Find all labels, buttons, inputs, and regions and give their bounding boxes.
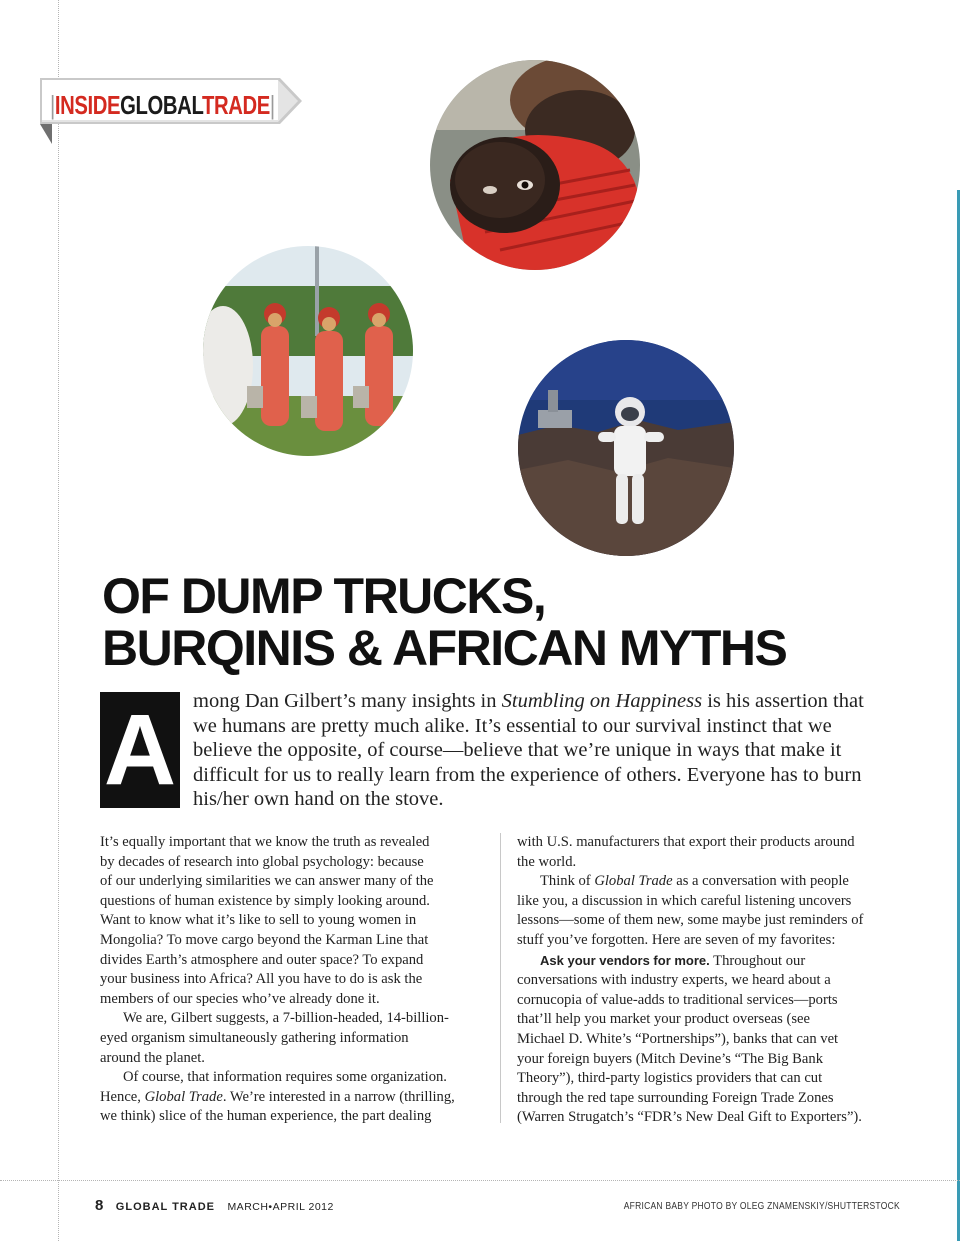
footer-rule [0,1180,960,1181]
photo-credit: AFRICAN BABY PHOTO BY OLEG ZNAMENSKIY/SHUTTERSTOCK [623,1201,900,1212]
issue-date: MARCH•APRIL 2012 [227,1201,334,1213]
intro-paragraph: mong Dan Gilbert’s many insights in Stumbling on Happiness is his assertion that we humans are pretty much alike. It’s essential to our survival instinct that we believe the opposite, of course—believe that we’re unique in ways that make it difficult for us to really learn from the experience of others. Everyone has to burn his/her own hand on the stove. [193,690,864,810]
tip-lead-in: Ask your vendors for more. [540,952,710,968]
astronaut-photo [518,340,734,556]
article-headline [102,570,922,674]
mongolian-women-photo [203,246,413,456]
page-folio [95,1197,334,1215]
section-tag [40,78,302,144]
magazine-name-italic: Global Trade [594,873,673,890]
book-title: Stumbling on Happiness [501,690,703,712]
section-tag-part1: INSIDE [54,90,121,120]
section-tag-part2: GLOBAL [120,90,202,120]
magazine-name-italic: Global Trade [144,1088,223,1105]
magazine-name: GLOBAL TRADE [115,1201,215,1213]
headline-line-1: OF DUMP TRUCKS, [102,568,546,624]
page-number: 8 [95,1197,104,1214]
column-divider [500,833,501,1123]
drop-cap: A [100,692,180,808]
african-baby-photo [430,60,640,270]
section-tag-label: |INSIDEGLOBALTRADE| [50,90,275,120]
headline-line-2: BURQINIS & AFRICAN MYTHS [102,620,787,676]
body-column-1: It’s equally important that we know the truth as revealed by decades of research into global psychology: because of our underlying similarities we can answer many of the questions of human existence by simply looking around. Want to know what it’s like to sell to young women in Mongolia? To move cargo beyond the Karman Line that divides Earth’s atmosphere and outer space? To expand your business into Africa? All you have to do is ask the members of our species who’ve already done it. We are, Gilbert suggests, a 7-billion-headed, 14-billion- eyed organism simultaneously gathering information around the planet. Of course, that information requires some organization. Hence, Global Trade. We’re interested in a narrow (thrilling, we think) slice of the human experience, the part dealing [100,834,455,1125]
left-margin-rule [58,0,59,1241]
body-column-2: with U.S. manufacturers that export their products around the world. Think of Global Trade as a conversation with people like you, a discussion in which careful listening uncovers lessons—some of them new, some maybe just reminders of stuff you’ve forgotten. Here are seven of my favorites: Ask your vendors for more. Throughout our conversations with industry experts, we heard about a cornucopia of value-adds to traditional services—ports that’ll help you market your product overseas (see Michael D. White’s “Portnerships”), banks that can vet your foreign buyers (Mitch Devine’s “The Big Bank Theory”), third-party logistics providers that can cut through the red tape surrounding Foreign Trade Zones (Warren Strugatch’s “FDR’s New Deal Gift to Exporters”). [517,834,864,1126]
section-tag-part3: TRADE [201,90,270,120]
